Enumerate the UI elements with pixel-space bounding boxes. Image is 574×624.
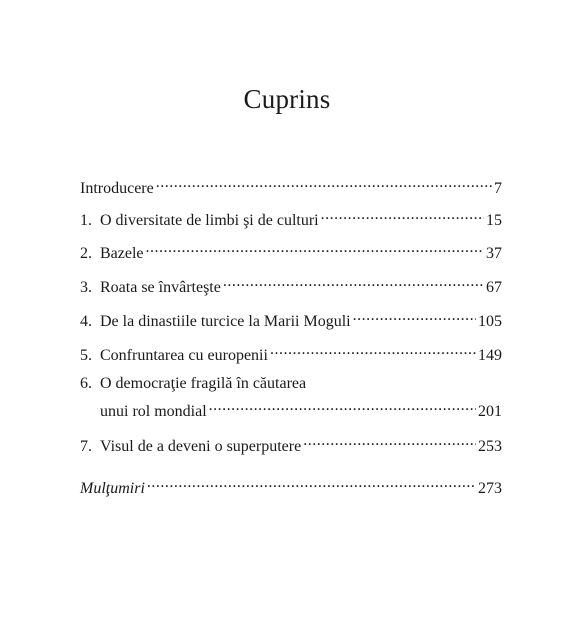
toc-entry-chapter-6-line1[interactable] [80,374,502,394]
dot-leader [209,396,476,416]
dot-leader [147,473,476,493]
toc-entry-introducere[interactable] [80,173,502,199]
dot-leader [223,272,484,292]
toc-entry-page: 149 [478,347,502,364]
toc-entry-page: 67 [486,279,502,296]
toc-entry-page: 273 [478,480,502,497]
dot-leader [156,173,492,193]
toc-entry-chapter-2[interactable] [80,238,502,264]
toc-entry-label: Visul de a deveni o superputere [100,438,302,455]
toc-entry-number: 5. [80,347,92,364]
toc-entry-page: 105 [478,313,502,330]
toc-entry-page: 37 [486,245,502,262]
toc-entry-label: Mulţumiri [80,480,145,497]
toc-entry-label: De la dinastiile turcice la Marii Moguli [100,313,351,330]
dot-leader [303,431,476,451]
dot-leader [321,205,484,225]
page-title: Cuprins [243,84,331,114]
toc-entry-number: 1. [80,212,92,229]
toc-entry-page: 7 [494,180,502,197]
toc-entry-chapter-1[interactable] [80,205,502,231]
toc-entry-label: Introducere [80,180,154,197]
toc-entry-number: 2. [80,245,92,262]
toc-entry-number: 3. [80,279,92,296]
toc-entry-label: Bazele [100,245,144,262]
toc-entry-label-line1: O democraţie fragilă în căutarea [100,375,307,392]
toc-entry-label: Roata se învârteşte [100,279,221,296]
toc-entry-chapter-5[interactable] [80,340,502,366]
toc-entry-chapter-3[interactable] [80,272,502,298]
toc-entry-multumiri[interactable] [80,473,502,499]
toc-entry-number: 6. [80,375,92,392]
toc-entry-label: unui rol mondial [100,403,207,420]
toc-entry-label: Confruntarea cu europenii [100,347,268,364]
toc-entry-number: 7. [80,438,92,455]
toc-entry-chapter-6[interactable] [80,396,502,422]
toc-entry-chapter-7[interactable] [80,431,502,457]
toc-entry-page: 15 [486,212,502,229]
toc-entry-number: 4. [80,313,92,330]
dot-leader [146,238,484,258]
toc-entry-label: O diversitate de limbi şi de culturi [100,212,319,229]
toc-entry-chapter-4[interactable] [80,306,502,332]
toc-entry-page: 201 [478,403,502,420]
toc-entry-page: 253 [478,438,502,455]
dot-leader [270,340,476,360]
dot-leader [353,306,476,326]
